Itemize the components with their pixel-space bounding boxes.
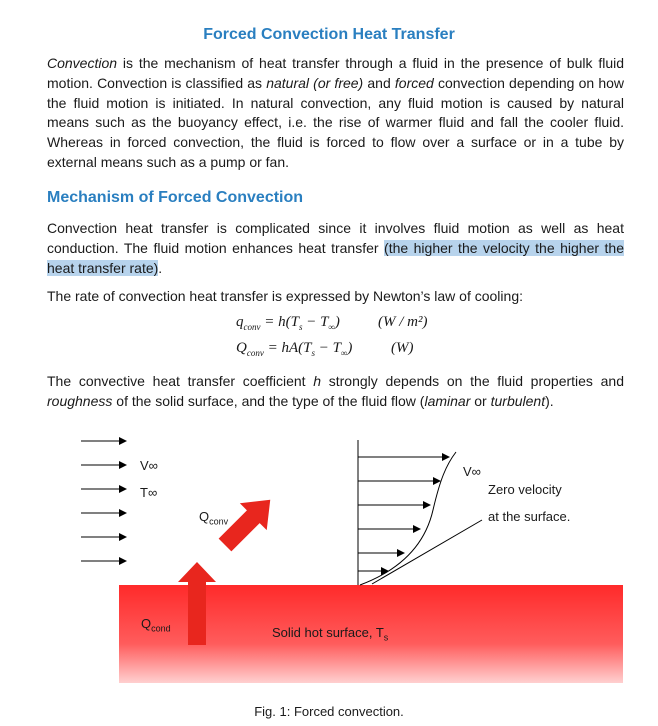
velocity-profile bbox=[358, 440, 482, 585]
eq1-end: ) bbox=[334, 314, 340, 330]
page-title: Forced Convection Heat Transfer bbox=[203, 26, 455, 43]
coef-text-1: The convective heat transfer coefficient bbox=[47, 373, 314, 389]
rate-sentence: The rate of convection heat transfer is expressed by Newton’s law of cooling: bbox=[47, 288, 523, 304]
eq2-inf: ∞ bbox=[340, 348, 348, 358]
profile-v-infinity-label: V∞ bbox=[463, 464, 481, 479]
v-infinity-label: V∞ bbox=[140, 458, 158, 473]
equation-Q-conv-unit: (W) bbox=[391, 340, 414, 356]
t-infinity-label: T∞ bbox=[140, 485, 158, 500]
intro-term-forced: forced bbox=[394, 74, 434, 91]
mechanism-text-2: . bbox=[158, 259, 163, 276]
profile-curve bbox=[360, 452, 456, 585]
eq2-mid: − T bbox=[314, 340, 341, 356]
q-conv-letter: Q bbox=[199, 509, 210, 524]
q-cond-letter: Q bbox=[141, 616, 152, 631]
intro-text-3: convection depending on how the fluid motion is initiated. In natural convection, any fluid motion is caused by natural means such as the buoyancy effect, i.e. the rise of warmer fluid and fall the cooler fluid. Whereas in forced convection, the fluid is forced to flow over a surface or in a tube by external means such as a pump or fan. bbox=[47, 74, 625, 170]
intro-term-convection: Convection bbox=[47, 55, 118, 71]
figure-caption: Fig. 1: Forced convection. bbox=[254, 704, 404, 719]
eq1-lhs: q bbox=[236, 314, 244, 330]
eq1-s: s bbox=[298, 322, 303, 332]
intro-term-natural: natural (or free) bbox=[266, 74, 364, 91]
q-cond-sub: cond bbox=[151, 623, 171, 634]
q-conv-sub: conv bbox=[209, 516, 229, 527]
free-stream-arrows bbox=[81, 441, 126, 561]
equation-q-conv-unit: (W / m²) bbox=[378, 314, 428, 330]
coef-term-turbulent: turbulent bbox=[490, 392, 546, 409]
eq2-end: ) bbox=[347, 340, 353, 356]
eq2-lhs: Q bbox=[236, 340, 247, 356]
q-cond-label bbox=[141, 616, 171, 634]
q-conv-label bbox=[199, 509, 228, 527]
coef-term-laminar: laminar bbox=[424, 392, 471, 409]
coef-text-2: strongly depends on the fluid properties and bbox=[321, 373, 624, 389]
zero-velocity-label-1: Zero velocity bbox=[488, 482, 562, 497]
coef-text-4: or bbox=[470, 392, 491, 409]
coef-text-3: of the solid surface, and the type of the fluid flow ( bbox=[112, 392, 425, 409]
surface-label bbox=[272, 625, 388, 643]
eq1-sub: conv bbox=[243, 322, 261, 332]
highlighted-text[interactable]: (the higher the velocity the higher the heat transfer rate) bbox=[47, 239, 624, 276]
mechanism-text-1: Convection heat transfer is complicated since it involves fluid motion as well as heat conduction. The fluid motion enhances heat transfer bbox=[47, 220, 624, 256]
zero-velocity-pointer bbox=[372, 520, 482, 584]
coef-term-h: h bbox=[313, 373, 322, 389]
zero-velocity-label-2: at the surface. bbox=[488, 509, 571, 524]
coef-term-roughness: roughness bbox=[47, 392, 113, 409]
eq1-mid: − T bbox=[302, 314, 329, 330]
intro-text-1: is the mechanism of heat transfer through a fluid in the presence of bulk fluid motion. Convection is classified as bbox=[47, 55, 624, 91]
coef-text-5: ). bbox=[545, 392, 554, 409]
surface-label-text: Solid hot surface, T bbox=[272, 625, 384, 640]
eq1-rhs: = h(T bbox=[260, 314, 299, 330]
intro-text-2: and bbox=[363, 74, 395, 91]
eq2-rhs: = hA(T bbox=[263, 340, 312, 356]
section-heading: Mechanism of Forced Convection bbox=[47, 189, 304, 206]
eq2-s: s bbox=[311, 348, 315, 358]
eq1-inf: ∞ bbox=[328, 322, 335, 332]
surface-label-sub: s bbox=[383, 632, 389, 643]
eq2-sub: conv bbox=[246, 348, 264, 358]
